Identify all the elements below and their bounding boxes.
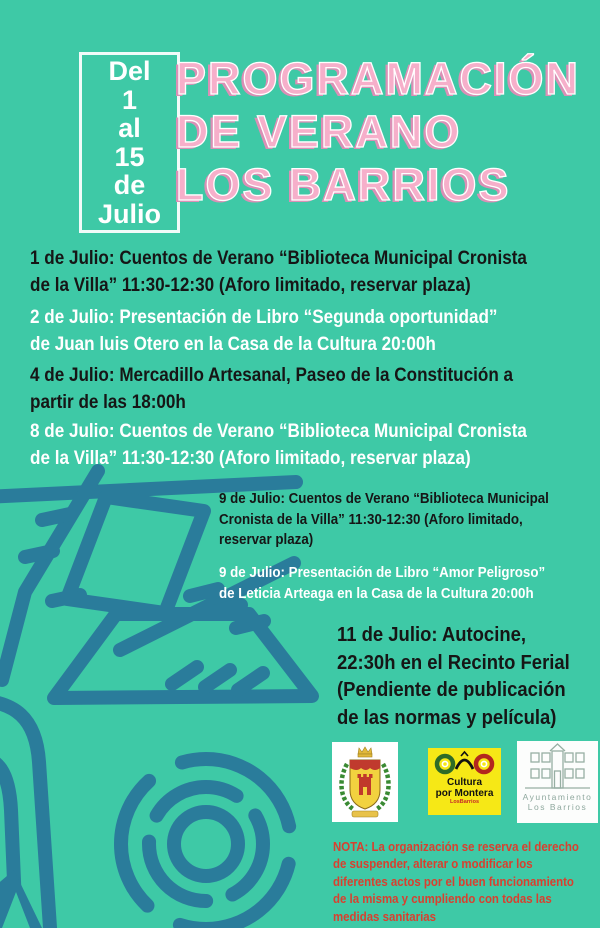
event-line: 11 de Julio: Autocine,	[337, 623, 526, 646]
note-line: de suspender, alterar o modificar los	[333, 856, 533, 872]
event-9-julio-libro	[219, 563, 574, 604]
event-line: 22:30h en el Recinto Ferial	[337, 650, 570, 674]
event-8-julio	[30, 419, 582, 472]
event-line: de Leticia Arteaga en la Casa de la Cultura 20:00h	[219, 585, 534, 602]
ribbon-end	[0, 870, 42, 928]
event-line: 9 de Julio: Presentación de Libro “Amor Peligroso”	[219, 565, 546, 581]
note-line: diferentes actos por el buen funcionamiento	[333, 873, 574, 889]
date-line: de	[113, 170, 146, 200]
date-line: Del	[108, 56, 151, 86]
coat-of-arms-logo	[332, 742, 398, 822]
cultura-por-montera-logo	[428, 748, 501, 815]
event-line: (Pendiente de publicación	[337, 678, 566, 701]
note-line: NOTA: La organización se reserva el derecho	[333, 839, 579, 854]
event-line: de la Villa” 11:30-12:30 (Aforo limitado, reservar plaza)	[30, 274, 471, 296]
montera-glasses-icon	[428, 748, 501, 778]
town-hall-building-icon	[517, 741, 598, 793]
ayuntamiento-label: Ayuntamiento	[522, 792, 593, 802]
date-line: Julio	[97, 198, 161, 229]
event-1-julio	[30, 246, 582, 299]
event-line: Cronista de la Villa” 11:30-12:30 (Aforo limitado,	[219, 511, 523, 528]
event-line: 4 de Julio: Mercadillo Artesanal, Paseo de la Constitución a	[30, 365, 514, 386]
title-line-1: PROGRAMACIÓN	[176, 53, 580, 104]
montera-label: por Montera	[435, 787, 494, 799]
event-line: partir de las 18:00h	[30, 391, 186, 413]
event-line: de la Villa” 11:30-12:30 (Aforo limitado, reservar plaza)	[30, 447, 471, 469]
montera-sublabel: LosBarrios	[449, 799, 480, 805]
date-line: 15	[114, 141, 145, 172]
event-line: de Juan luis Otero en la Casa de la Cultura 20:00h	[30, 333, 436, 355]
event-9-julio-cuentos	[219, 489, 578, 551]
title-line-2: DE VERANO	[176, 106, 462, 157]
note-line: de la misma y cumpliendo con todas las	[333, 891, 552, 907]
date-badge	[79, 52, 180, 233]
ayuntamiento-logo	[517, 741, 598, 823]
los-barrios-coat-of-arms-icon	[332, 742, 398, 822]
poster-title	[176, 52, 580, 211]
date-line: al	[118, 113, 141, 143]
event-line: 8 de Julio: Cuentos de Verano “Biblioteca Municipal Cronista	[30, 421, 527, 442]
ayuntamiento-label: Los Barrios	[527, 801, 588, 812]
event-line: de las normas y película)	[337, 705, 557, 729]
event-line: 1 de Julio: Cuentos de Verano “Biblioteca Municipal Cronista	[30, 248, 527, 269]
date-line: 1	[121, 84, 138, 115]
event-line: reservar plaza)	[219, 532, 314, 548]
montera-label: Cultura	[447, 777, 482, 788]
event-4-julio	[30, 363, 567, 416]
event-line: 2 de Julio: Presentación de Libro “Segunda oportunidad”	[30, 307, 498, 328]
event-11-julio-autocine	[337, 621, 596, 731]
organizer-note	[333, 838, 600, 925]
note-line: medidas sanitarias	[333, 908, 437, 924]
title-line-3: LOS BARRIOS	[176, 159, 511, 210]
event-line: 9 de Julio: Cuentos de Verano “Biblioteca Municipal	[219, 491, 549, 507]
event-2-julio	[30, 305, 549, 358]
